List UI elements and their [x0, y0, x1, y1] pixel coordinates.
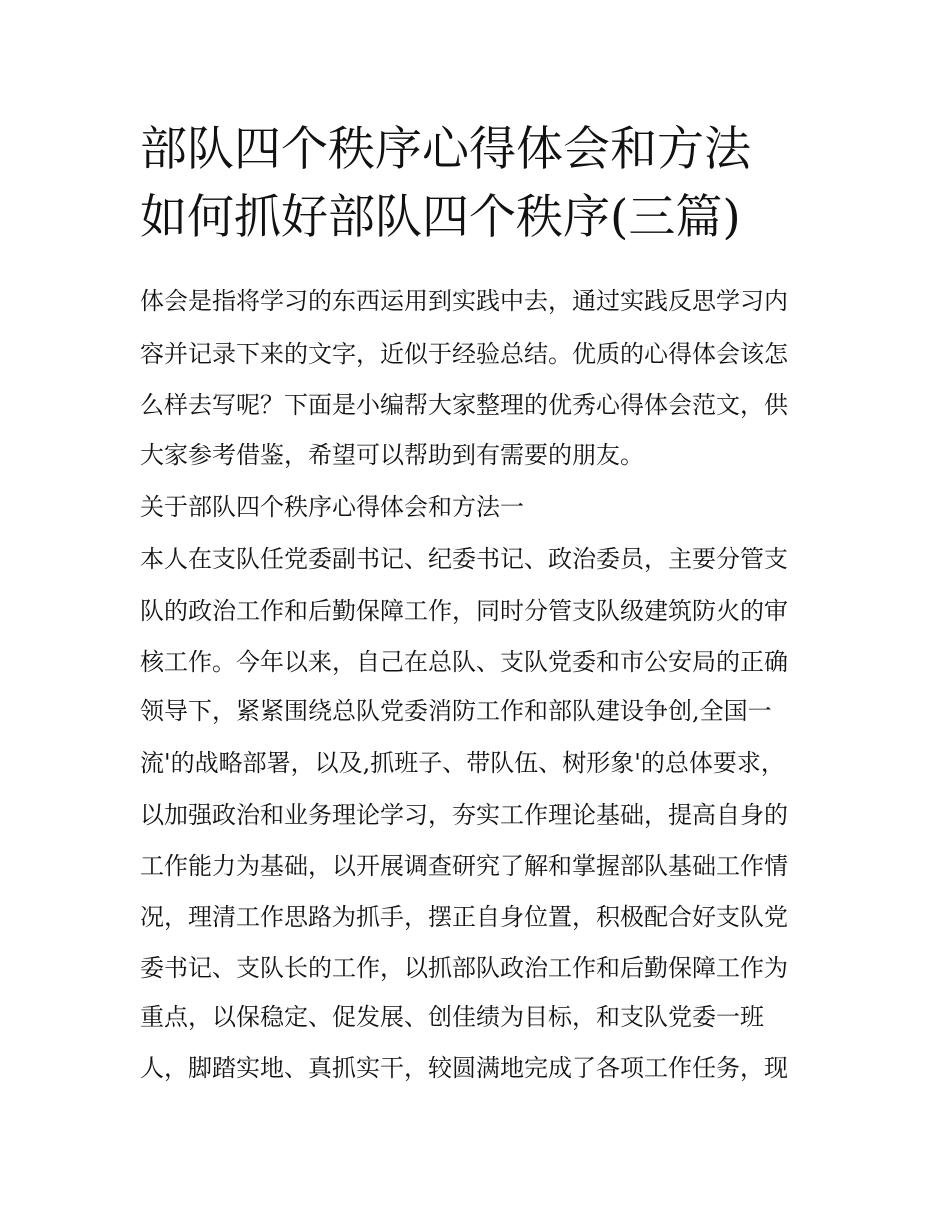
body-line-10: 重点，以保稳定、促发展、创佳绩为目标，和支队党委一班 — [140, 1003, 764, 1031]
intro-line-2: 容并记录下来的文字，近似于经验总结。优质的心得体会该怎 — [140, 340, 788, 368]
section-heading: 关于部队四个秩序心得体会和方法一 — [140, 493, 524, 521]
body-line-4: 领导下，紧紧围绕总队党委消防工作和部队建设争创,全国一 — [140, 697, 772, 725]
body-line-8: 况，理清工作思路为抓手，摆正自身位置，积极配合好支队党 — [140, 903, 788, 931]
body-line-9: 委书记、支队长的工作，以抓部队政治工作和后勤保障工作为 — [140, 954, 788, 982]
body-line-11: 人，脚踏实地、真抓实干，较圆满地完成了各项工作任务，现 — [140, 1054, 788, 1082]
title-line-2: 如何抓好部队四个秩序(三篇) — [140, 190, 741, 245]
intro-line-1: 体会是指将学习的东西运用到实践中去，通过实践反思学习内 — [140, 287, 788, 315]
body-line-2: 队的政治工作和后勤保障工作，同时分管支队级建筑防火的审 — [140, 597, 788, 625]
title-line-1: 部队四个秩序心得体会和方法 — [140, 122, 751, 177]
body-line-6: 以加强政治和业务理论学习，夯实工作理论基础，提高自身的 — [140, 801, 788, 829]
body-line-7: 工作能力为基础，以开展调查研究了解和掌握部队基础工作情 — [140, 852, 788, 880]
intro-line-4: 大家参考借鉴，希望可以帮助到有需要的朋友。 — [140, 441, 644, 469]
body-line-5: 流'的战略部署，以及,抓班子、带队伍、树形象'的总体要求， — [140, 749, 785, 777]
body-line-1: 本人在支队任党委副书记、纪委书记、政治委员，主要分管支 — [140, 545, 788, 573]
body-line-3: 核工作。今年以来，自己在总队、支队党委和市公安局的正确 — [140, 648, 788, 676]
intro-line-3: 么样去写呢？下面是小编帮大家整理的优秀心得体会范文，供 — [140, 391, 788, 419]
document-title — [140, 116, 830, 252]
